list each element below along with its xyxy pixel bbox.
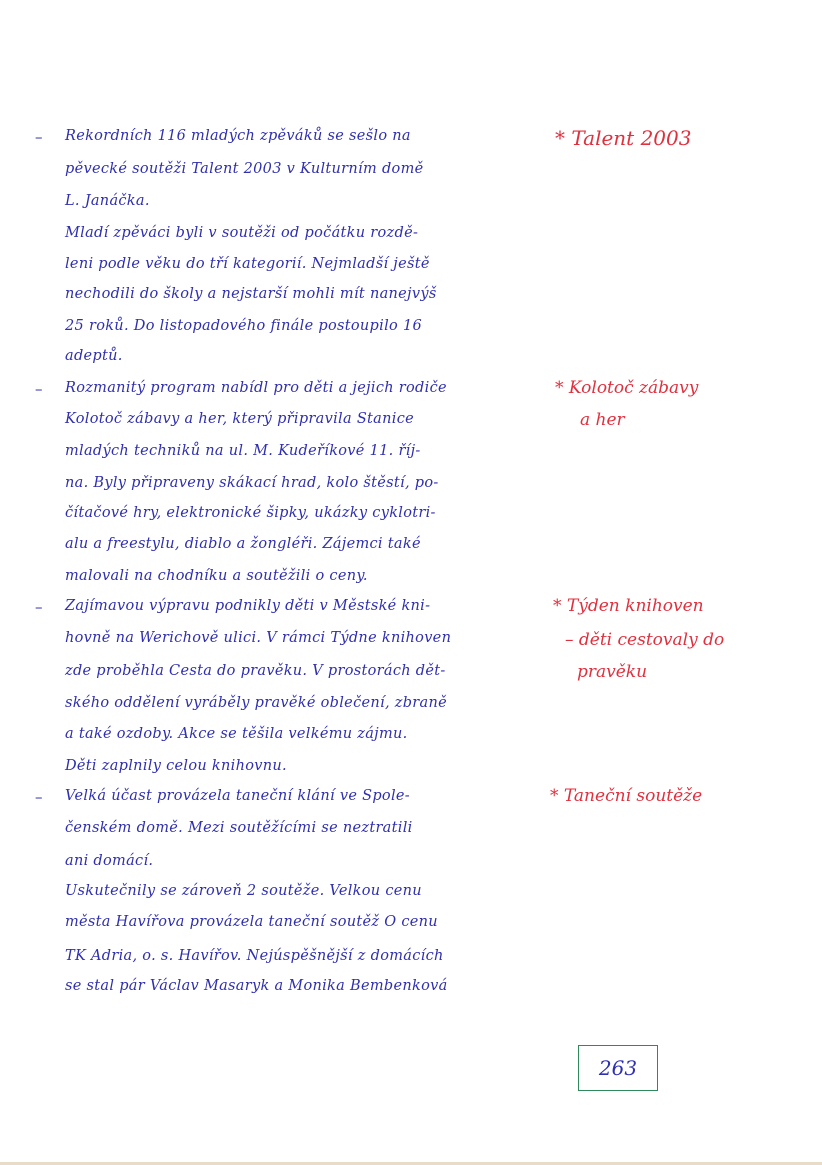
text-line: čenském domě. Mezi soutěžícími se neztratili — [65, 820, 413, 836]
page-number: 263 — [578, 1045, 658, 1091]
text-line: nechodili do školy a nejstarší mohli mít nanejvýš — [65, 286, 437, 302]
text-line: leni podle věku do tří kategorií. Nejmladší ještě — [65, 256, 430, 272]
margin-note: a her — [580, 410, 625, 430]
text-line: malovali na chodníku a soutěžili o ceny. — [65, 568, 368, 584]
text-line: se stal pár Václav Masaryk a Monika Bembenková — [65, 978, 448, 994]
text-line: ani domácí. — [65, 853, 154, 869]
text-line: adeptů. — [65, 348, 123, 364]
margin-note: * Talent 2003 — [555, 126, 692, 150]
text-line: Zajímavou výpravu podnikly děti v Městské kni- — [65, 598, 431, 614]
text-line: mladých techniků na ul. M. Kudeříkové 11. říj- — [65, 443, 421, 459]
text-line: města Havířova provázela taneční soutěž O cenu — [65, 914, 438, 930]
text-line: zde proběhla Cesta do pravěku. V prostorách dět- — [65, 663, 446, 679]
text-line: hovně na Werichově ulici. V rámci Týdne knihoven — [65, 630, 452, 646]
text-line: na. Byly připraveny skákací hrad, kolo štěstí, po- — [65, 475, 439, 491]
bullet-dash: – — [35, 128, 43, 146]
text-line: Rozmanitý program nabídl pro děti a jejich rodiče — [65, 380, 447, 396]
text-line: Rekordních 116 mladých zpěváků se sešlo na — [65, 128, 411, 144]
text-line: TK Adria, o. s. Havířov. Nejúspěšnější z domácích — [65, 948, 444, 964]
margin-note: * Kolotoč zábavy — [555, 378, 699, 398]
text-line: 25 roků. Do listopadového finále postoupilo 16 — [65, 318, 422, 334]
bullet-dash: – — [35, 598, 43, 616]
text-line: pěvecké soutěži Talent 2003 v Kulturním domě — [65, 161, 424, 177]
margin-note: * Týden knihoven — [553, 596, 704, 616]
bullet-dash: – — [35, 380, 43, 398]
margin-note: pravěku — [577, 662, 648, 682]
text-line: Uskutečnily se zároveň 2 soutěže. Velkou cenu — [65, 883, 422, 899]
text-line: Děti zaplnily celou knihovnu. — [65, 758, 287, 774]
text-line: ského oddělení vyráběly pravěké oblečení, zbraně — [65, 695, 447, 711]
text-line: Kolotoč zábavy a her, který připravila Stanice — [65, 411, 414, 427]
margin-note: – děti cestovaly do — [565, 630, 725, 650]
text-line: alu a freestylu, diablo a žongléři. Zájemci také — [65, 536, 421, 552]
text-line: čítačové hry, elektronické šipky, ukázky cyklotri- — [65, 505, 436, 521]
bullet-dash: – — [35, 788, 43, 806]
margin-note: * Taneční soutěže — [550, 786, 703, 806]
text-line: Velká účast provázela taneční klání ve Spole- — [65, 788, 410, 804]
text-line: Mladí zpěváci byli v soutěži od počátku rozdě- — [65, 225, 419, 241]
text-line: L. Janáčka. — [65, 193, 150, 209]
text-line: a také ozdoby. Akce se těšila velkému zájmu. — [65, 726, 408, 742]
